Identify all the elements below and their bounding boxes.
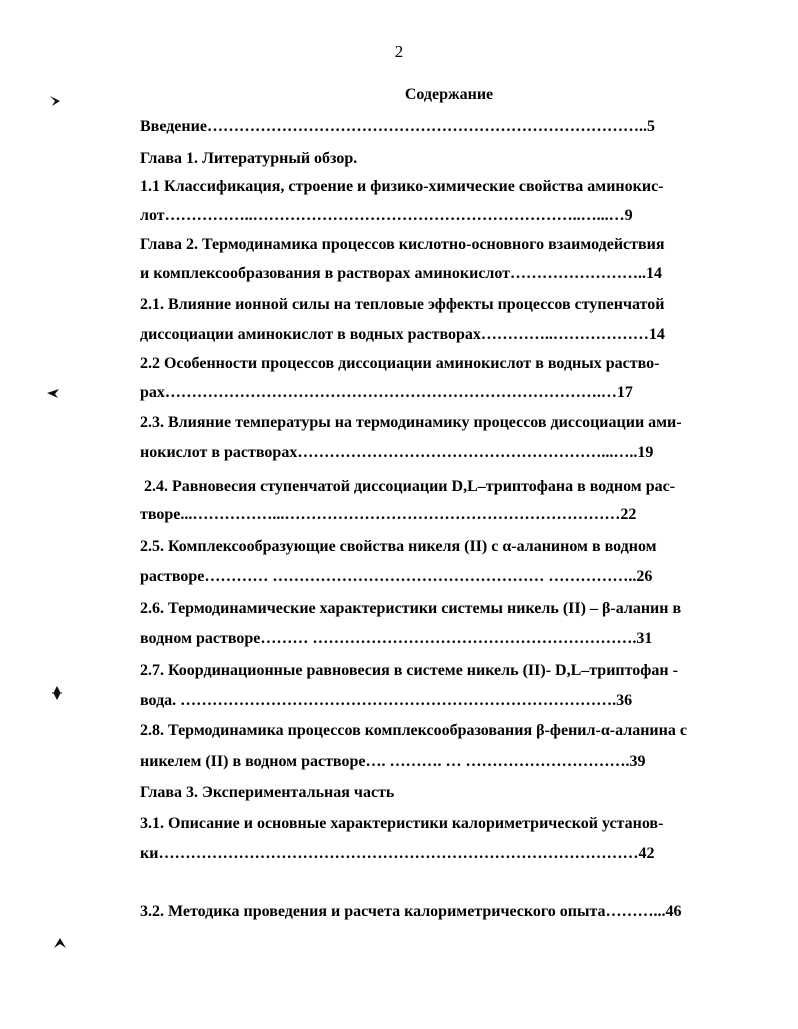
margin-mark-icon [52, 936, 68, 950]
toc-line: 2.3. Влияние температуры на термодинамику процессов диссоциации ами- [140, 414, 682, 431]
margin-mark-icon [46, 386, 60, 400]
toc-line: лот……………..……………………………………………………..…...…9 [140, 207, 633, 224]
toc-line: 2.7. Координационные равновесия в системе никель (II)- D,L–триптофан - [140, 662, 678, 679]
toc-line: никелем (II) в водном растворе…. ………. … ………………………….39 [140, 753, 646, 770]
toc-line: и комплексообразования в растворах аминокислот……………………..14 [140, 265, 663, 282]
toc-line: 2.2 Особенности процессов диссоциации аминокислот в водных раство- [140, 355, 660, 372]
toc-line: водном растворе……… …………………………………………………….31 [140, 630, 653, 647]
toc-line: творе...……………...………………………………………………………22 [140, 506, 637, 523]
toc-line: Глава 1. Литературный обзор. [140, 150, 358, 167]
margin-mark-icon [48, 94, 62, 108]
toc-line: Введение………………………………………………………………………..5 [140, 118, 655, 135]
margin-mark-icon [50, 686, 64, 700]
toc-line: 3.1. Описание и основные характеристики калориметрической установ- [140, 815, 664, 832]
toc-line: 2.6. Термодинамические характеристики системы никель (II) – β-аланин в [140, 600, 682, 617]
toc-line: Глава 2. Термодинамика процессов кислотно-основного взаимодействия [140, 236, 665, 253]
page-number: 2 [394, 42, 404, 61]
toc-line: рах……………………………………………………………………….…17 [140, 384, 633, 401]
toc-line: 1.1 Классификация, строение и физико-химические свойства аминокис- [140, 178, 664, 195]
toc-line: ки………………………………………………………………………………42 [140, 845, 655, 862]
toc-line: 2.8. Термодинамика процессов комплексообразования β-фенил-α-аланина с [140, 722, 687, 739]
toc-line: 2.5. Комплексообразующие свойства никеля (II) с α-аланином в водном [140, 538, 657, 555]
toc-line: диссоциации аминокислот в водных растворах…………..………………14 [140, 326, 665, 343]
toc-line: 2.1. Влияние ионной силы на тепловые эффекты процессов ступенчатой [140, 296, 665, 313]
toc-line: 3.2. Методика проведения и расчета калориметрического опыта………...46 [140, 903, 682, 920]
toc-line: 2.4. Равновесия ступенчатой диссоциации D,L–триптофана в водном рас- [144, 478, 676, 495]
toc-line: нокислот в растворах…………………………………………………...…..19 [140, 444, 654, 461]
page-title: Содержание [404, 86, 494, 103]
toc-line: растворе………… …………………………………………… ……………..26 [140, 568, 653, 585]
toc-line: вода. ……………………………………………………………………….36 [140, 692, 633, 709]
toc-line: Глава 3. Экспериментальная часть [140, 784, 395, 801]
